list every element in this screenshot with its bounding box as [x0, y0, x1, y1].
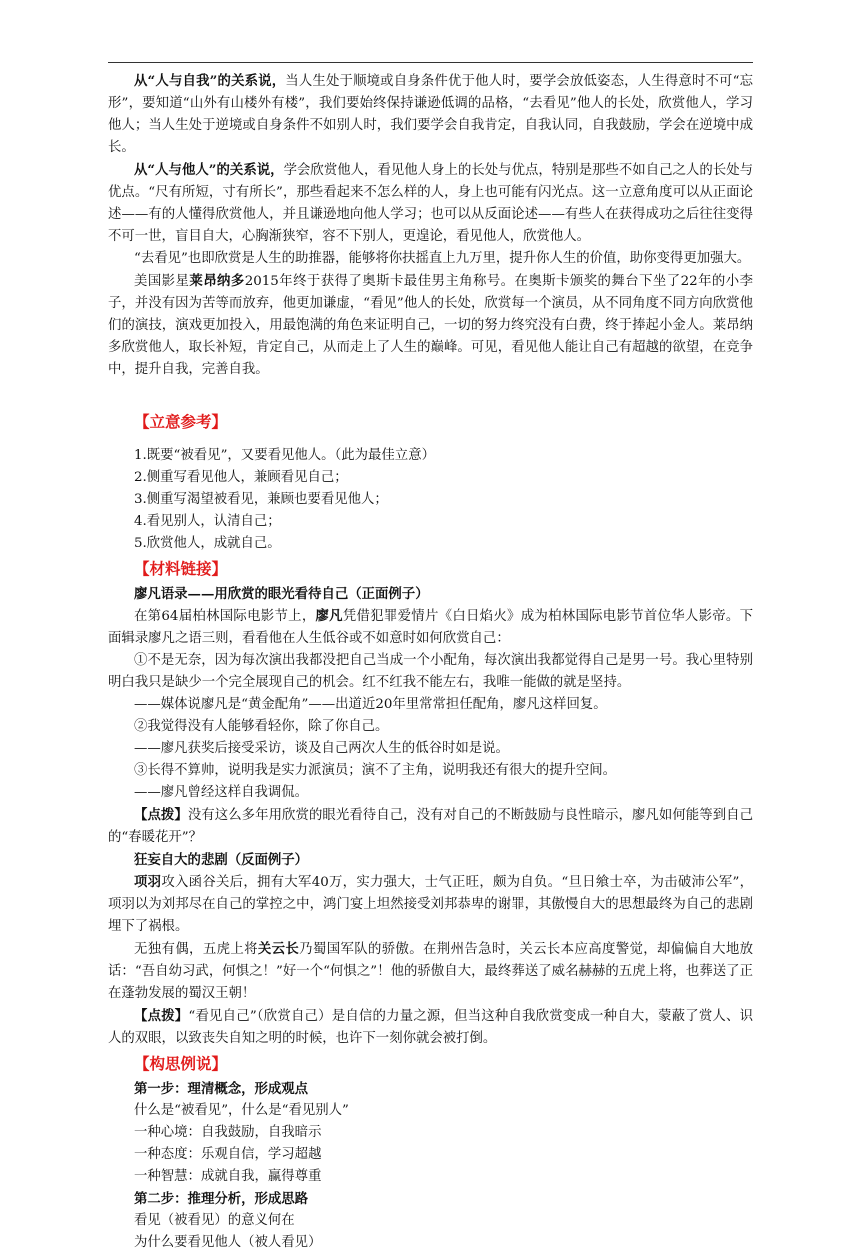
guanyu-name: 关云长 — [257, 941, 300, 957]
paragraph-text: 学会欣赏他人，看见他人身上的长处与优点，特别是那些不如自己之人的长处与优点。“尺有所短，寸有所长”，那些看起来不怎么样的人，身上也可能有闪光点。这一立意角度可以从正面论述——有的人懂得欣赏他人，并且谦逊地向他人学习；也可以从反面论述——有些人在获得成功之后往往变得不可一世，盲目自大，心胸渐狭窄，容不下别人，更遑论，看见他人，欣赏他人。 — [108, 163, 753, 244]
step-line: 为什么要看见他人（被人看见） — [134, 1235, 322, 1250]
step-heading: 第一步：理清概念，形成观点 — [134, 1081, 309, 1097]
leo-pre: 美国影星 — [134, 274, 190, 289]
heading-liaofan: 廖凡语录——用欣赏的眼光看待自己（正面例子） — [134, 586, 429, 602]
list-item: 3.侧重写渴望被看见，兼顾也要看见他人； — [134, 492, 388, 507]
header-rule — [108, 62, 753, 63]
heading-arrogance: 狂妄自大的悲剧（反面例子） — [134, 852, 309, 868]
quote: ②我觉得没有人能够看轻你，除了你自己。 — [134, 719, 389, 734]
list-item: 1.既要“被看见”，又要看见他人。（此为最佳立意） — [134, 448, 435, 463]
intro-pre: 在第64届柏林国际电影节上， — [134, 609, 316, 624]
step-line: 一种智慧：成就自我，赢得尊重 — [134, 1169, 322, 1184]
section-title-liyi: 【立意参考】 — [134, 412, 228, 431]
paragraph-others — [108, 159, 753, 248]
list-item: 4.看见别人，认清自己； — [134, 514, 281, 529]
quote: ③长得不算帅，说明我是实力派演员；演不了主角，说明我还有很大的提升空间。 — [134, 763, 617, 778]
tip-paragraph-1 — [108, 804, 753, 849]
xiangyu-text: 攻入函谷关后，拥有大军40万，实力强大，士气正旺，颇为自负。“旦日飨士卒，为击破沛公军”，项羽以为刘邦尽在自己的掌控之中，鸿门宴上坦然接受刘邦恭卑的谢罪，其傲慢自大的思想最终为自己的悲剧埋下了祸根。 — [108, 875, 754, 934]
paragraph-lead: 从“人与自我”的关系说， — [134, 73, 286, 89]
tip-text: 没有这么多年用欣赏的眼光看待自己，没有对自己的不断鼓励与良性暗示，廖凡如何能等到自己的“春暖花开”？ — [108, 808, 754, 845]
step-line: 什么是“被看见”，什么是“看见别人” — [134, 1103, 349, 1118]
tip-label: 【点拨】 — [134, 807, 188, 823]
xiangyu-name: 项羽 — [134, 874, 162, 890]
leo-name: 莱昂纳多 — [189, 273, 245, 289]
liyi-list — [108, 445, 753, 555]
step-line: 看见（被看见）的意义何在 — [134, 1213, 295, 1228]
tip-label: 【点拨】 — [134, 1008, 189, 1024]
paragraph-lead: 从“人与他人”的关系说， — [134, 162, 284, 178]
paragraph-liaofan-intro — [108, 605, 753, 650]
tip-text: “看见自己”（欣赏自己）是自信的力量之源，但当这种自我欣赏变成一种自大，蒙蔽了赏人、识人的双眼，以致丧失自知之明的时候，也许下一刻你就会被打倒。 — [108, 1009, 753, 1046]
tip-paragraph-2 — [108, 1005, 753, 1050]
paragraph-text: 当人生处于顺境或自身条件优于他人时，要学会放低姿态，人生得意时不可“忘形”，要知道“山外有山楼外有楼”，我们要始终保持谦逊低调的品格，“去看见”他人的长处，欣赏他人，学习他人；当人生处于逆境或自身条件不如别人时，我们要学会自我肯定，自我认同，自我鼓励，学会在逆境中成长。 — [108, 74, 754, 155]
section-title-cailiao: 【材料链接】 — [134, 559, 228, 578]
document-page — [108, 70, 753, 1254]
paragraph-guanyu — [108, 938, 753, 1005]
intro-name: 廖凡 — [315, 608, 343, 624]
guanyu-text: 乃蜀国军队的骄傲。在荆州告急时，关云长本应高度警觉，却偏偏自大地放话：“吾自幼习武，何惧之！”好一个“何惧之”！他的骄傲自大，最终葬送了威名赫赫的五虎上将，也葬送了正在蓬勃发展的蜀汉王朝！ — [108, 942, 754, 1001]
section-title-gousi: 【构思例说】 — [134, 1054, 228, 1073]
leo-text: 2015年终于获得了奥斯卡最佳男主角称号。在奥斯卡颁奖的舞台下坐了22年的小李子，并没有因为苦等而放弃，他更加谦虚，“看见”他人的长处，欣赏每一个演员，从不同角度不同方向欣赏他们的演技，演戏更加投入，用最饱满的角色来证明自己，一切的努力终究没有白费，终于捧起小金人。莱昂纳多欣赏他人，取长补短，肯定自己，从而走上了人生的巅峰。可见，看见他人能让自己有超越的欲望，在竞争中，提升自我，完善自我。 — [108, 274, 753, 377]
intro-text: 凭借犯罪爱情片《白日焰火》成为柏林国际电影节首位华人影帝。下面辑录廖凡之语三则，看看他在人生低谷或不如意时如何欣赏自己： — [108, 609, 754, 646]
step-heading: 第二步：推理分析，形成思路 — [134, 1191, 309, 1207]
quote-source: ——廖凡曾经这样自我调侃。 — [134, 785, 309, 800]
guanyu-pre: 无独有偶，五虎上将 — [134, 942, 258, 957]
step-line: 一种态度：乐观自信，学习超越 — [134, 1147, 322, 1162]
gousi-steps — [108, 1078, 753, 1254]
paragraph-leonardo — [108, 270, 753, 381]
paragraph-xiangyu — [108, 871, 753, 938]
quote-source: ——媒体说廖凡是“黄金配角”——出道近20年里常常担任配角，廖凡这样回复。 — [134, 697, 607, 712]
quote: ①不是无奈，因为每次演出我都没把自己当成一个小配角，每次演出我都觉得自己是男一号。我心里特别明白我只是缺少一个完全展现自己的机会。红不红我不能左右，我唯一能做的就是坚持。 — [108, 653, 753, 690]
paragraph-self — [108, 70, 753, 159]
paragraph-booster: “去看见”也即欣赏是人生的助推器，能够将你扶摇直上九万里，提升你人生的价值，助你变得更加强大。 — [134, 251, 751, 266]
list-item: 2.侧重写看见他人，兼顾看见自己； — [134, 470, 348, 485]
list-item: 5.欣赏他人，成就自己。 — [134, 536, 281, 551]
step-line: 一种心境：自我鼓励，自我暗示 — [134, 1125, 322, 1140]
quote-source: ——廖凡获奖后接受采访，谈及自己两次人生的低谷时如是说。 — [134, 741, 509, 756]
